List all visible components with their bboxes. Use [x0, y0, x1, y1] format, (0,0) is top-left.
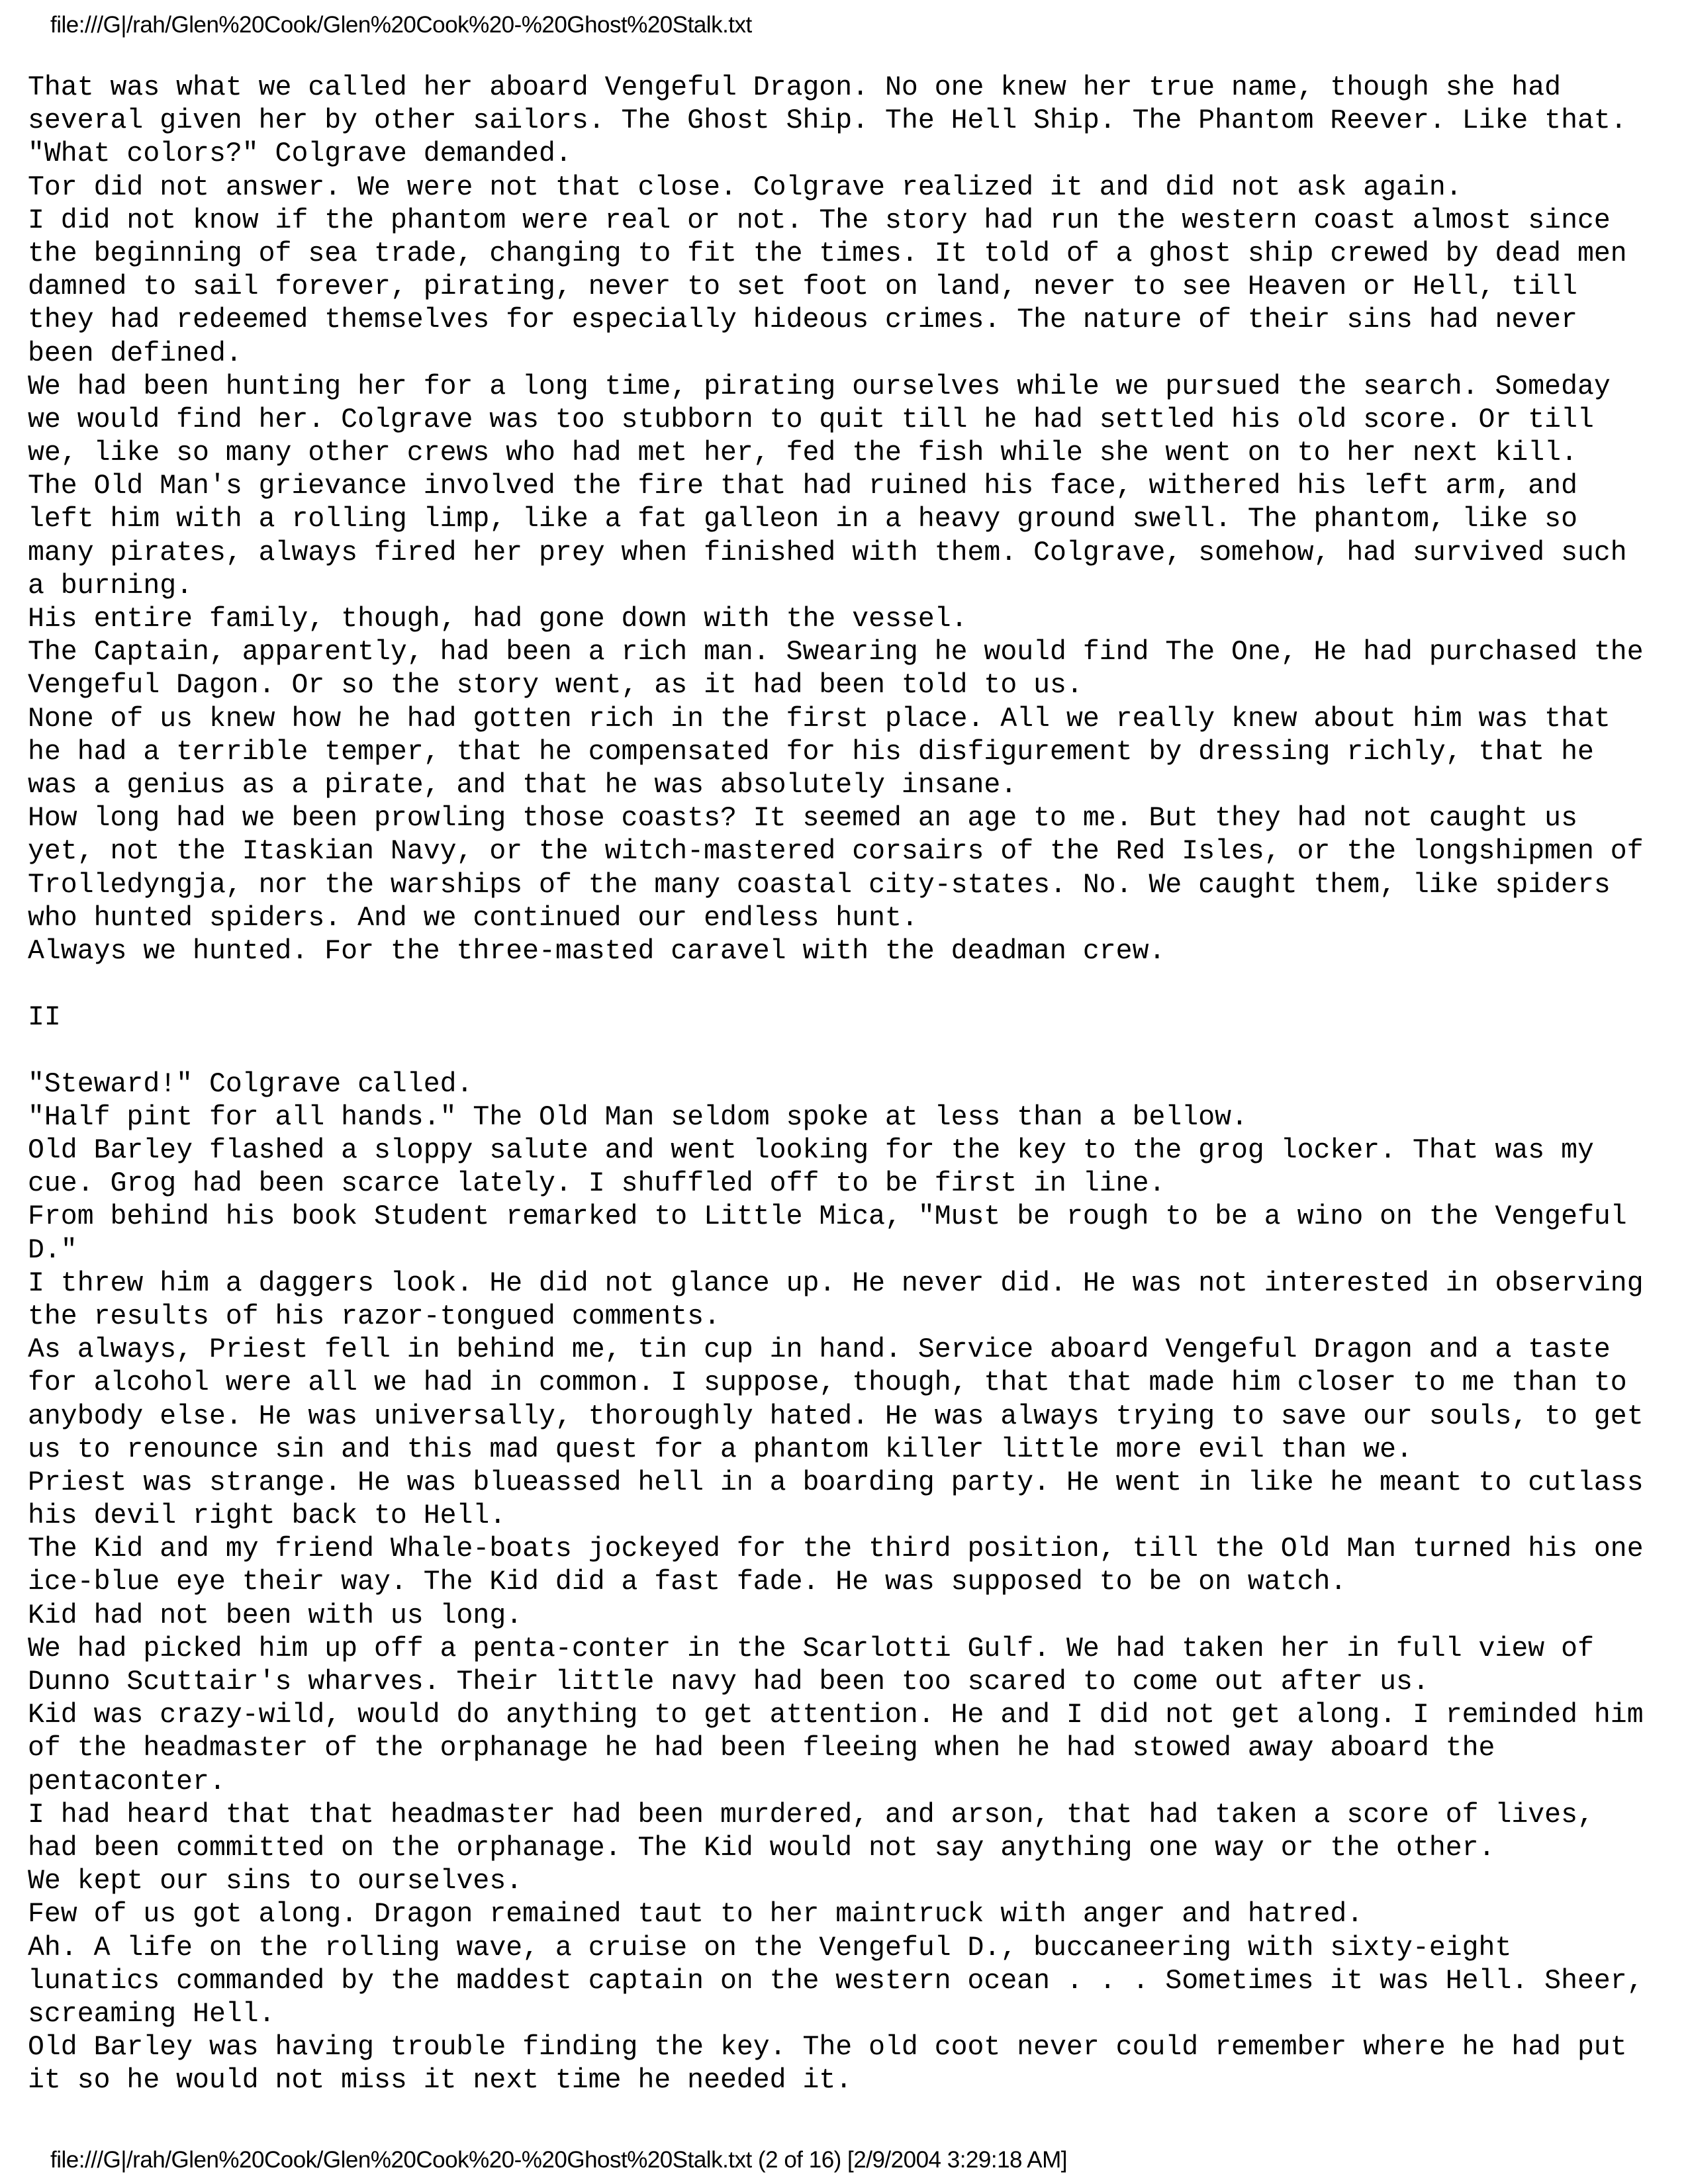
text-line: The Old Man's grievance involved the fire that had ruined his face, withered his left arm, and [28, 471, 1577, 502]
text-line: he had a terrible temper, that he compensated for his disfigurement by dressing richly, that he [28, 736, 1594, 768]
text-line: for alcohol were all we had in common. I suppose, though, that that made him closer to me than to [28, 1367, 1627, 1399]
text-line: the results of his razor-tongued comments. [28, 1300, 720, 1332]
text-line: None of us knew how he had gotten rich in the first place. All we really knew about him was that [28, 703, 1611, 735]
text-line: Old Barley flashed a sloppy salute and went looking for the key to the grog locker. That was my [28, 1135, 1594, 1166]
text-line: D." [28, 1234, 77, 1266]
text-line: ice-blue eye their way. The Kid did a fast fade. He was supposed to be on watch. [28, 1567, 1347, 1598]
text-line: "What colors?" Colgrave demanded. [28, 138, 572, 170]
text-line: Priest was strange. He was blueassed hell in a boarding party. He went in like he meant to cutlass [28, 1467, 1644, 1498]
text-line: From behind his book Student remarked to Little Mica, "Must be rough to be a wino on the Vengeful [28, 1201, 1627, 1233]
text-line: Tor did not answer. We were not that close. Colgrave realized it and did not ask again. [28, 171, 1462, 203]
text-line: We kept our sins to ourselves. [28, 1866, 523, 1897]
text-line: We had picked him up off a penta-conter in the Scarlotti Gulf. We had taken her in full view of [28, 1633, 1594, 1664]
text-line: Trolledyngja, nor the warships of the many coastal city-states. No. We caught them, like spiders [28, 869, 1611, 901]
text-line: Kid had not been with us long. [28, 1600, 523, 1631]
text-line: we, like so many other crews who had met her, fed the fish while she went on to her next kill. [28, 437, 1577, 469]
text-line: pentaconter. [28, 1766, 226, 1797]
text-line: a burning. [28, 570, 193, 602]
text-line: they had redeemed themselves for especially hideous crimes. The nature of their sins had never [28, 304, 1577, 336]
text-line: who hunted spiders. And we continued our endless hunt. [28, 902, 918, 934]
text-line: The Kid and my friend Whale-boats jockeyed for the third position, till the Old Man turned his one [28, 1533, 1644, 1565]
text-line: screaming Hell. [28, 1998, 275, 2030]
text-line: Always we hunted. For the three-masted caravel with the deadman crew. [28, 935, 1166, 967]
text-line: His entire family, though, had gone down with the vessel. [28, 604, 968, 635]
text-line: Vengeful Dagon. Or so the story went, as it had been told to us. [28, 670, 1083, 702]
text-line: his devil right back to Hell. [28, 1500, 506, 1532]
document-body [28, 71, 1669, 2097]
text-line: cue. Grog had been scarce lately. I shuffled off to be first in line. [28, 1168, 1166, 1200]
text-line: several given her by other sailors. The Ghost Ship. The Hell Ship. The Phantom Reever. Like that. [28, 105, 1627, 137]
text-line: I threw him a daggers look. He did not glance up. He never did. He was not interested in observing [28, 1267, 1644, 1299]
text-line: of the headmaster of the orphanage he had been fleeing when he had stowed away aboard the [28, 1733, 1495, 1764]
text-line: was a genius as a pirate, and that he was absolutely insane. [28, 769, 1017, 801]
text-line: Ah. A life on the rolling wave, a cruise on the Vengeful D., buccaneering with sixty-eight [28, 1932, 1512, 1964]
text-line: we would find her. Colgrave was too stubborn to quit till he had settled his old score. Or till [28, 404, 1594, 435]
text-line [28, 968, 1669, 1001]
text-line: damned to sail forever, pirating, never to set foot on land, never to see Heaven or Hell, till [28, 271, 1577, 303]
text-line: Dunno Scuttair's wharves. Their little navy had been too scared to come out after us. [28, 1666, 1429, 1698]
text-line: had been committed on the orphanage. The Kid would not say anything one way or the other. [28, 1832, 1495, 1864]
text-line: "Half pint for all hands." The Old Man seldom spoke at less than a bellow. [28, 1101, 1248, 1133]
text-line: us to renounce sin and this mad quest for a phantom killer little more evil than we. [28, 1433, 1413, 1465]
text-line: How long had we been prowling those coasts? It seemed an age to me. But they had not caught us [28, 803, 1577, 835]
text-line: II [28, 1002, 61, 1034]
text-line: yet, not the Itaskian Navy, or the witch-mastered corsairs of the Red Isles, or the longshipmen of [28, 836, 1644, 868]
text-line [28, 1034, 1669, 1068]
text-line: it so he would not miss it next time he needed it. [28, 2065, 853, 2097]
text-line: Kid was crazy-wild, would do anything to get attention. He and I did not get along. I reminded him [28, 1700, 1644, 1731]
text-line: the beginning of sea trade, changing to fit the times. It told of a ghost ship crewed by dead men [28, 238, 1627, 269]
page-header-url: file:///G|/rah/Glen%20Cook/Glen%20Cook%20-%20Ghost%20Stalk.txt [50, 12, 752, 38]
text-line: been defined. [28, 338, 242, 369]
text-line: We had been hunting her for a long time, pirating ourselves while we pursued the search. Someday [28, 371, 1611, 402]
text-line: I did not know if the phantom were real or not. The story had run the western coast almost since [28, 205, 1611, 236]
text-line: Old Barley was having trouble finding the key. The old coot never could remember where he had put [28, 2032, 1627, 2064]
text-line: "Steward!" Colgrave called. [28, 1068, 473, 1100]
text-line: anybody else. He was universally, thoroughly hated. He was always trying to save our souls, to get [28, 1400, 1644, 1432]
text-line: As always, Priest fell in behind me, tin cup in hand. Service aboard Vengeful Dragon and a taste [28, 1334, 1611, 1366]
text-line: left him with a rolling limp, like a fat galleon in a heavy ground swell. The phantom, like so [28, 504, 1577, 535]
text-line: That was what we called her aboard Vengeful Dragon. No one knew her true name, though she had [28, 72, 1562, 103]
text-line: Few of us got along. Dragon remained taut to her maintruck with anger and hatred. [28, 1899, 1364, 1931]
text-line: many pirates, always fired her prey when finished with them. Colgrave, somehow, had survived such [28, 537, 1627, 569]
text-line: I had heard that that headmaster had been murdered, and arson, that had taken a score of lives, [28, 1799, 1594, 1831]
text-line: The Captain, apparently, had been a rich man. Swearing he would find The One, He had purchased the [28, 637, 1644, 668]
text-line: lunatics commanded by the maddest captain on the western ocean . . . Sometimes it was Hell. Sheer, [28, 1965, 1644, 1997]
page-footer-url: file:///G|/rah/Glen%20Cook/Glen%20Cook%20-%20Ghost%20Stalk.txt (2 of 16) [2/9/2004 3:29:18 AM] [50, 2147, 1068, 2173]
